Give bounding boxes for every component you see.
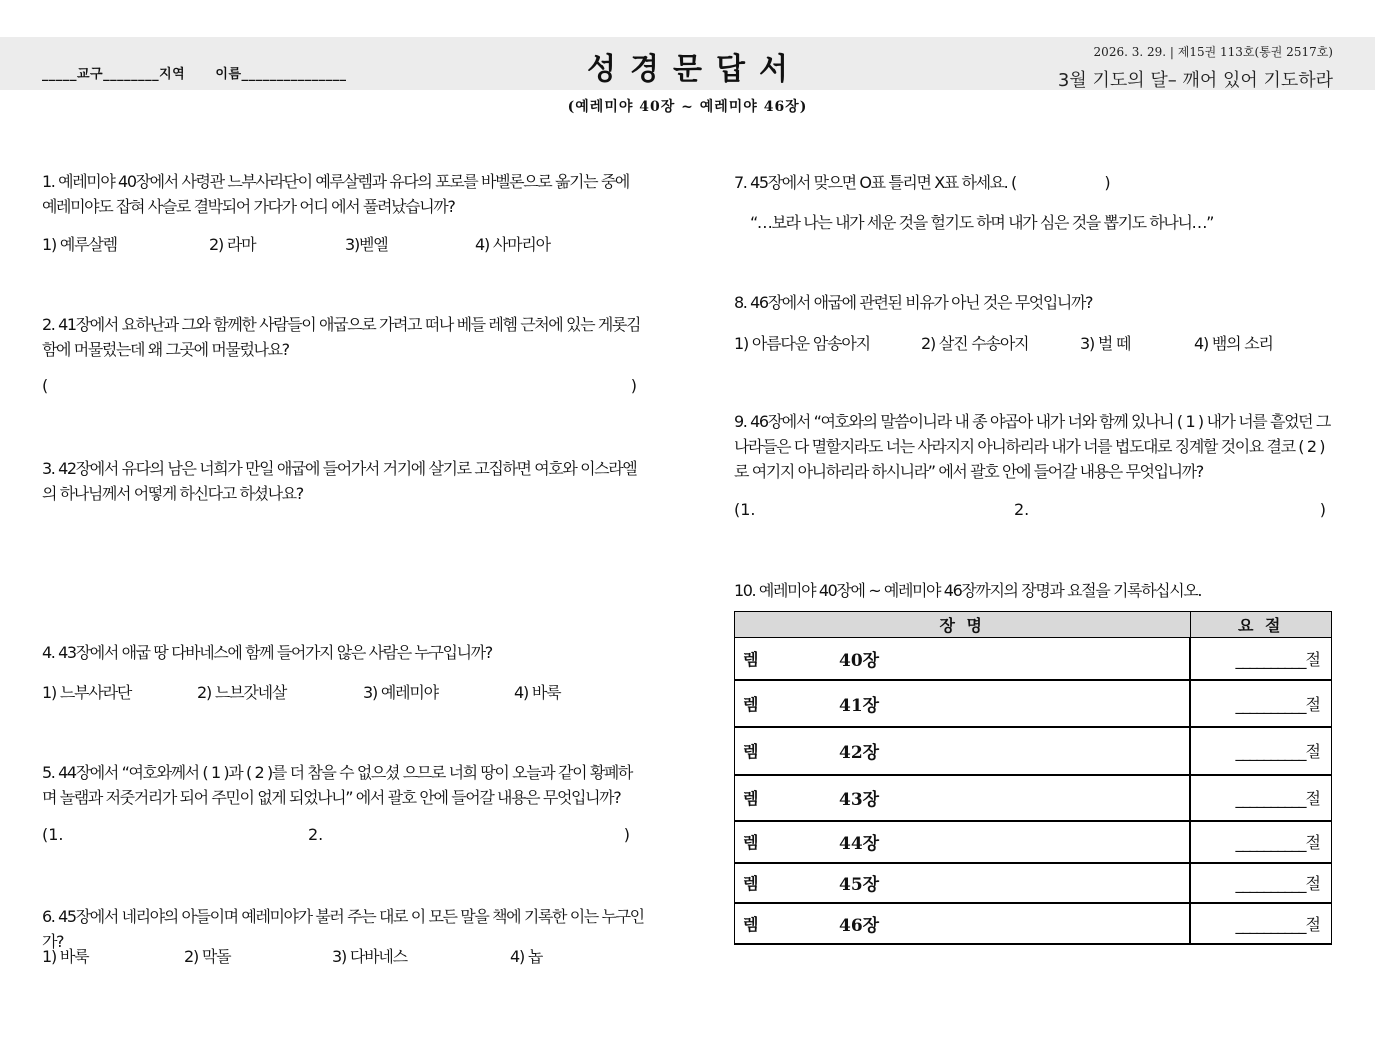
issue-info: 2026. 3. 29. | 제15권 113호(통권 2517호) [1093,45,1333,59]
option[interactable]: 2) 살진 수송아지 [921,334,1029,353]
option[interactable]: 4) 놉 [510,947,543,966]
verse-answer-field[interactable]: __________절 [1190,821,1332,863]
question-8: 8. 46장에서 애굽에 관련된 비유가 아닌 것은 무엇입니까? [734,293,1093,312]
verse-answer-field[interactable]: __________절 [1190,903,1332,944]
table-row: 렘 40장 __________절 [735,638,1332,680]
question-2: 2. 41장에서 요하난과 그와 함께한 사람들이 애굽으로 가려고 떠나 베들 레헴 근처에 있는 게롯김함에 머물렀는데 왜 그곳에 머물렀나요? [42,315,641,359]
question-6: 6. 45장에서 네리야의 아들이며 예레미야가 불러 주는 대로 이 모든 말을 책에 기록한 이는 누구인가? [42,907,644,951]
option[interactable]: 4) 사마리아 [475,235,550,254]
table-row: 렘 46장 __________절 [735,903,1332,944]
question-5: 5. 44장에서 “여호와께서 ( 1 )과 ( 2 )를 더 참을 수 없으셨 으므로 너희 땅이 오늘과 같이 황폐하며 놀램과 저줏거리가 되어 주민이 없게 되었나니” 에서 괄호 안에 들어갈 내용은 무엇입니까? [42,763,632,807]
table-row: 렘 44장 __________절 [735,821,1332,863]
question-4: 4. 43장에서 애굽 땅 다바네스에 함께 들어가지 않은 사람은 누구입니까? [42,643,492,662]
option[interactable]: 2) 막돌 [184,947,231,966]
page-title: 성경문답서 [587,52,802,87]
verse-answer-field[interactable]: __________절 [1190,863,1332,903]
option[interactable]: 3) 벌 떼 [1080,334,1131,353]
header-verse: 요 절 [1190,612,1332,638]
header-chapter: 장 명 [735,612,1191,638]
option[interactable]: 1) 예루살렘 [42,235,117,254]
table-row: 렘 41장 __________절 [735,680,1332,727]
option[interactable]: 4) 뱀의 소리 [1194,334,1273,353]
option[interactable]: 3)벧엘 [345,235,388,254]
question-2-answer[interactable]: ( ) [42,376,637,395]
table-row: 렘 42장 __________절 [735,727,1332,775]
option[interactable]: 3) 다바네스 [332,947,407,966]
option[interactable]: 3) 예레미야 [363,683,438,702]
verse-answer-field[interactable]: __________절 [1190,775,1332,821]
question-1: 1. 예레미야 40장에서 사령관 느부사라단이 예루살렘과 유다의 포로를 바벨론으로 옮기는 중에 예레미야도 잡혀 사슬로 결박되어 가다가 어디 에서 풀려났습니까? [42,172,629,216]
question-9-answer[interactable]: (1. 2. ) [734,500,1326,519]
question-10: 10. 예레미야 40장에 ~ 예레미야 46장까지의 장명과 요절을 기록하십시오. [734,581,1202,600]
scope-subtitle: (예레미야 40장 ~ 예레미야 46장) [567,99,808,115]
question-7-quote: “…보라 나는 내가 세운 것을 헐기도 하며 내가 심은 것을 뽑기도 하나니…” [750,213,1214,232]
option[interactable]: 2) 느브갓네살 [197,683,287,702]
option[interactable]: 1) 바룩 [42,947,89,966]
option[interactable]: 2) 라마 [209,235,256,254]
chapter-verse-table [734,611,1332,945]
question-3: 3. 42장에서 유다의 남은 너희가 만일 애굽에 들어가서 거기에 살기로 고집하면 여호와 이스라엘의 하나님께서 어떻게 하신다고 하셨나요? [42,459,637,503]
question-7: 7. 45장에서 맞으면 O표 틀리면 X표 하세요. ( ) [734,173,1110,192]
name-fields[interactable]: _____교구________지역 이름_______________ [42,67,347,82]
verse-answer-field[interactable]: __________절 [1190,680,1332,727]
option[interactable]: 1) 아름다운 암송아지 [734,334,870,353]
verse-answer-field[interactable]: __________절 [1190,727,1332,775]
option[interactable]: 1) 느부사라단 [42,683,132,702]
question-5-answer[interactable]: (1. 2. ) [42,825,630,844]
monthly-theme: 3월 기도의 달– 깨어 있어 기도하라 [1057,70,1333,91]
question-9: 9. 46장에서 “여호와의 말씀이니라 내 종 야곱아 내가 너와 함께 있나니 ( 1 ) 내가 너를 흩었던 그 나라들은 다 멸할지라도 너는 사라지지 아니하리라 내가 너를 법도대로 징계할 것이요 결코 ( 2 ) 로 여기지 아니하리라 하시니라” 에서 괄호 안에 들어갈 내용은 무엇입니까? [734,412,1330,481]
table-row: 렘 43장 __________절 [735,775,1332,821]
table-row: 렘 45장 __________절 [735,863,1332,903]
option[interactable]: 4) 바룩 [514,683,561,702]
verse-answer-field[interactable]: __________절 [1190,638,1332,680]
